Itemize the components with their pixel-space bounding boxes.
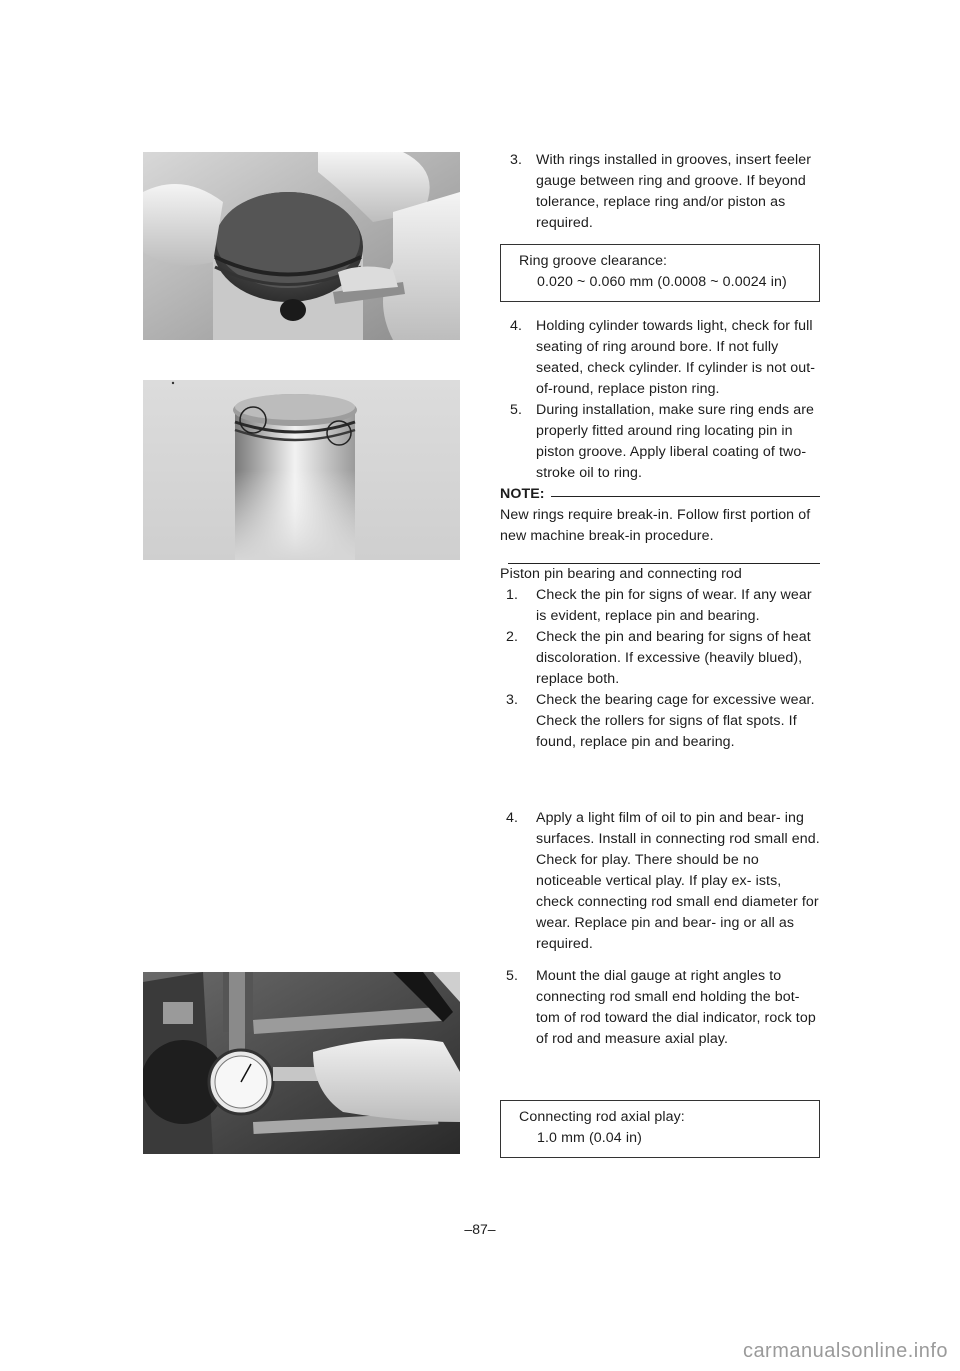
spec-box-axial-play — [500, 1100, 820, 1158]
spec-box-frame — [500, 1100, 820, 1158]
spec-label: Ring groove clearance: — [519, 253, 668, 269]
watermark: carmanualsonline.info — [742, 1340, 948, 1362]
note-heading — [500, 484, 820, 505]
note-text: New rings require break-in. Follow first portion of new machine break-in procedure. — [500, 507, 811, 544]
item-text: Holding cylinder towards light, check for full seating of ring around bore. If not fully seated, check cylinder. If cylinder is not out-of-round, replace piston ring. — [536, 318, 816, 397]
item-number: 3. — [510, 152, 523, 168]
item-text: With rings installed in grooves, insert feeler gauge between ring and groove. If beyond tolerance, replace ring and/or piston as required. — [536, 152, 812, 231]
item-number: 2. — [506, 629, 519, 645]
section-heading: Piston pin bearing and connecting rod — [500, 566, 742, 582]
item-number: 3. — [506, 692, 519, 708]
item-text: Check the pin for signs of wear. If any wear is evident, replace pin and bearing. — [536, 587, 812, 624]
spec-box-ring-groove-clearance — [500, 244, 820, 302]
item-text: Apply a light film of oil to pin and bear- ing surfaces. Install in connecting rod small end. Check for play. There should be no noticeable vertical play. If play ex- ists, check connecting rod small end diameter for wear. Replace pin and bear- ing or all as required. — [536, 810, 820, 952]
spec-value: 1.0 mm (0.04 in) — [537, 1130, 642, 1146]
text-block-piston-pin — [500, 564, 820, 753]
list-item — [500, 627, 820, 690]
item-text: Check the pin and bearing for signs of heat discoloration. If excessive (heavily blued), replace both. — [536, 629, 811, 687]
list-item — [500, 690, 820, 753]
spec-label: Connecting rod axial play: — [519, 1109, 685, 1125]
list-item — [500, 400, 820, 484]
photo-dial-gauge-axial-play — [143, 972, 460, 1154]
item-number: 4. — [510, 318, 523, 334]
page-number: –87– — [464, 1221, 496, 1237]
item-text: During installation, make sure ring ends are properly fitted around ring locating pin in piston groove. Apply liberal coating of two-stroke oil to ring. — [536, 402, 815, 481]
item-number: 4. — [506, 810, 519, 826]
text-block-small-end-check — [500, 808, 820, 955]
list-item — [500, 316, 820, 400]
note-label: NOTE: — [500, 486, 545, 502]
list-item — [500, 966, 820, 1050]
item-number: 1. — [506, 587, 519, 603]
item-text: Mount the dial gauge at right angles to connecting rod small end holding the bot- tom of rod toward the dial indicator, rock top of rod and measure axial play. — [536, 968, 816, 1047]
text-block-axial-play — [500, 966, 820, 1050]
text-block-piston-rings — [500, 150, 820, 564]
list-item — [500, 150, 820, 234]
list-item — [500, 808, 820, 955]
item-text: Check the bearing cage for excessive wear. Check the rollers for signs of flat spots. If found, replace pin and bearing. — [536, 692, 815, 750]
item-number: 5. — [506, 968, 519, 984]
photo-feeler-gauge-check — [143, 152, 460, 340]
photo-piston-ring-ends — [143, 380, 460, 560]
note-rule — [551, 496, 820, 497]
list-item — [500, 585, 820, 627]
spec-value: 0.020 ~ 0.060 mm (0.0008 ~ 0.0024 in) — [537, 274, 787, 290]
item-number: 5. — [510, 402, 523, 418]
